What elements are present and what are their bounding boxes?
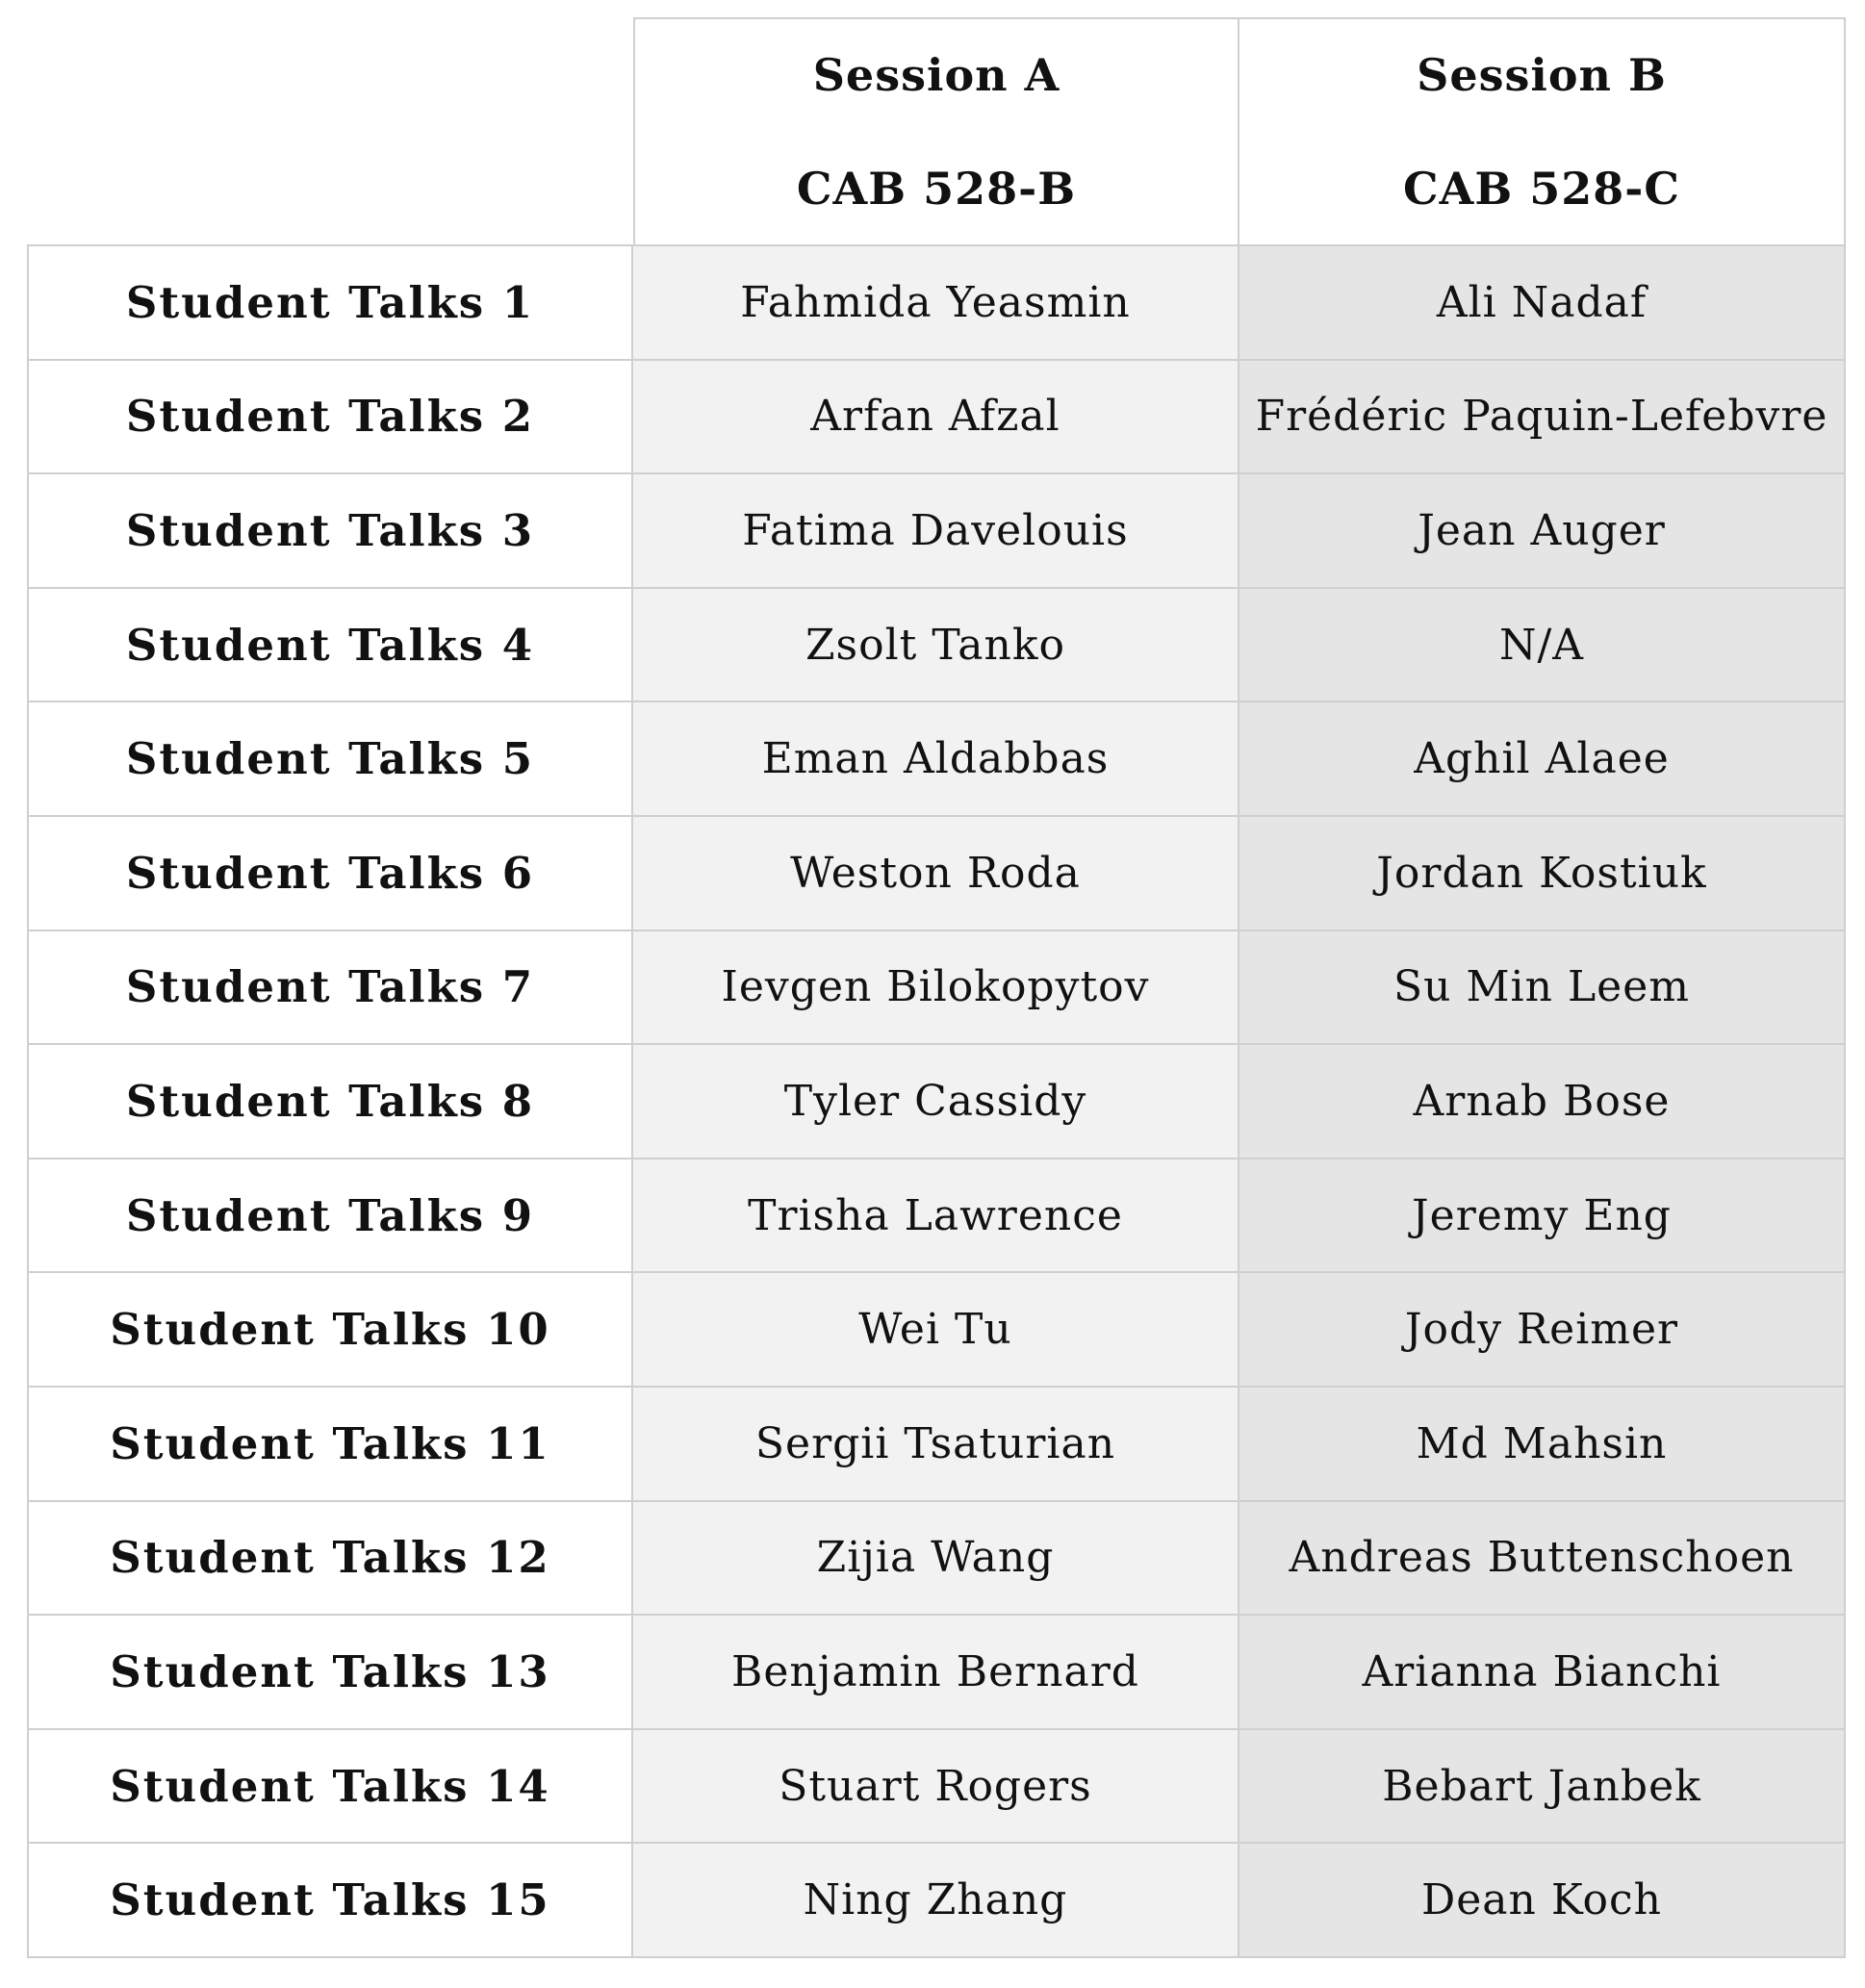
session-b-speaker: Aghil Alaee xyxy=(1239,702,1846,817)
session-a-speaker: Ievgen Bilokopytov xyxy=(633,931,1239,1046)
session-b-speaker: Jean Auger xyxy=(1239,474,1846,589)
slot-label: Student Talks 8 xyxy=(27,1045,633,1160)
slot-label: Student Talks 6 xyxy=(27,817,633,931)
slot-label: Student Talks 11 xyxy=(27,1388,633,1502)
session-a-speaker: Trisha Lawrence xyxy=(633,1160,1239,1274)
session-b-header xyxy=(1239,17,1846,246)
header-corner-cell xyxy=(27,17,633,246)
session-b-speaker: Andreas Buttenschoen xyxy=(1239,1502,1846,1617)
session-b-speaker: Frédéric Paquin-Lefebvre xyxy=(1239,361,1846,475)
schedule-table xyxy=(27,17,1846,1958)
slot-label: Student Talks 10 xyxy=(27,1273,633,1388)
session-b-speaker: Bebart Janbek xyxy=(1239,1730,1846,1845)
session-b-speaker: Arnab Bose xyxy=(1239,1045,1846,1160)
session-b-speaker: Jeremy Eng xyxy=(1239,1160,1846,1274)
session-b-speaker: Arianna Bianchi xyxy=(1239,1616,1846,1730)
slot-label: Student Talks 9 xyxy=(27,1160,633,1274)
session-a-speaker: Eman Aldabbas xyxy=(633,702,1239,817)
session-a-speaker: Benjamin Bernard xyxy=(633,1616,1239,1730)
session-b-room: CAB 528-C xyxy=(1403,163,1680,215)
slot-label: Student Talks 5 xyxy=(27,702,633,817)
session-a-speaker: Sergii Tsaturian xyxy=(633,1388,1239,1502)
session-a-header xyxy=(633,17,1239,246)
session-b-speaker: Jordan Kostiuk xyxy=(1239,817,1846,931)
slot-label: Student Talks 15 xyxy=(27,1844,633,1958)
session-b-speaker: Ali Nadaf xyxy=(1239,246,1846,361)
session-a-name: Session A xyxy=(812,49,1060,101)
slot-label: Student Talks 2 xyxy=(27,361,633,475)
slot-label: Student Talks 3 xyxy=(27,474,633,589)
session-b-speaker: Dean Koch xyxy=(1239,1844,1846,1958)
session-a-speaker: Zsolt Tanko xyxy=(633,589,1239,703)
session-b-speaker: Md Mahsin xyxy=(1239,1388,1846,1502)
slot-label: Student Talks 7 xyxy=(27,931,633,1046)
session-a-speaker: Fahmida Yeasmin xyxy=(633,246,1239,361)
session-b-name: Session B xyxy=(1417,49,1667,101)
slot-label: Student Talks 14 xyxy=(27,1730,633,1845)
slot-label: Student Talks 4 xyxy=(27,589,633,703)
slot-label: Student Talks 12 xyxy=(27,1502,633,1617)
session-a-speaker: Zijia Wang xyxy=(633,1502,1239,1617)
session-a-speaker: Arfan Afzal xyxy=(633,361,1239,475)
session-a-speaker: Fatima Davelouis xyxy=(633,474,1239,589)
slot-label: Student Talks 1 xyxy=(27,246,633,361)
session-a-speaker: Stuart Rogers xyxy=(633,1730,1239,1845)
session-b-speaker: Su Min Leem xyxy=(1239,931,1846,1046)
session-b-speaker: Jody Reimer xyxy=(1239,1273,1846,1388)
slot-label: Student Talks 13 xyxy=(27,1616,633,1730)
session-b-speaker: N/A xyxy=(1239,589,1846,703)
session-a-speaker: Weston Roda xyxy=(633,817,1239,931)
session-a-speaker: Tyler Cassidy xyxy=(633,1045,1239,1160)
session-a-speaker: Ning Zhang xyxy=(633,1844,1239,1958)
session-a-room: CAB 528-B xyxy=(796,163,1077,215)
session-a-speaker: Wei Tu xyxy=(633,1273,1239,1388)
